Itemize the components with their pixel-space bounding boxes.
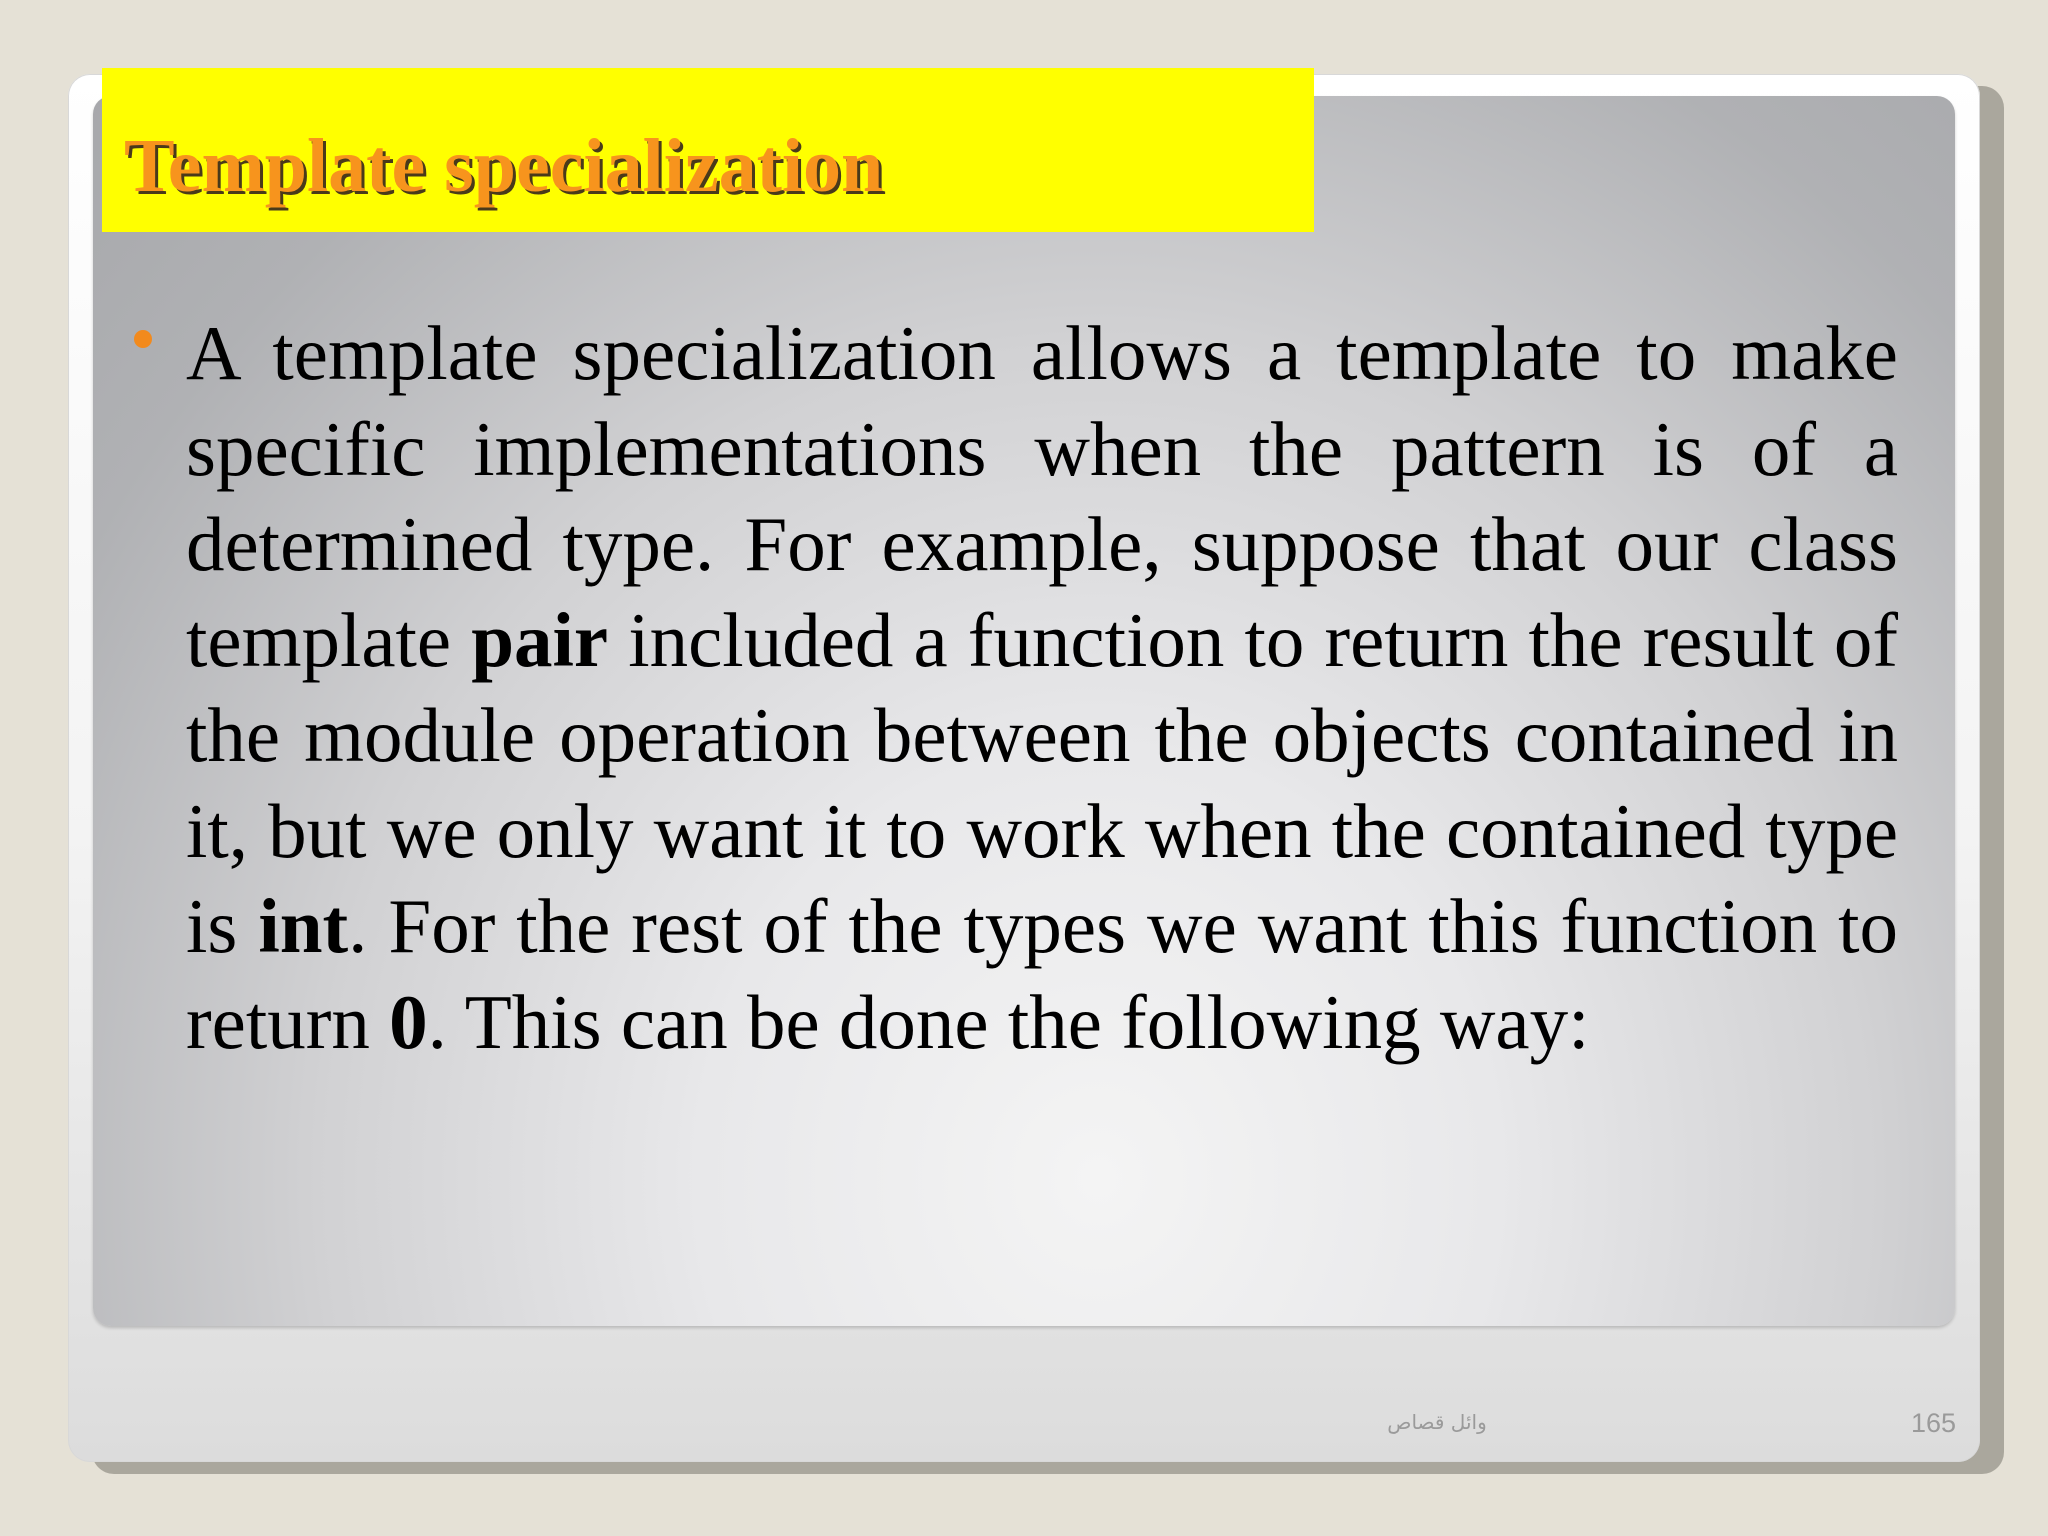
slide-title: Template specialization: [124, 124, 884, 208]
body-text-part-1: A template specialization allows a template to make specific implementations when the pattern is of a determined type. For example, suppose that our class template: [186, 310, 1898, 683]
body-text-part-3: . For the rest of the types we want this function to return: [186, 883, 1898, 1065]
body-text-part-2: included a function to return the result of the module operation between the objects contained in it, but we only want it to work when the contained type is: [186, 596, 1898, 969]
footer-author: وائل قصاص: [1387, 1410, 1487, 1434]
body-text-part-4: . This can be done the following way:: [427, 978, 1590, 1065]
body-keyword-int: int: [258, 883, 349, 969]
body-keyword-pair: pair: [471, 596, 609, 683]
bullet-dot-icon: [134, 330, 152, 348]
footer-page-number: 165: [1910, 1408, 1956, 1438]
slide-body-paragraph: [186, 306, 1898, 1070]
body-keyword-zero: 0: [389, 978, 428, 1065]
